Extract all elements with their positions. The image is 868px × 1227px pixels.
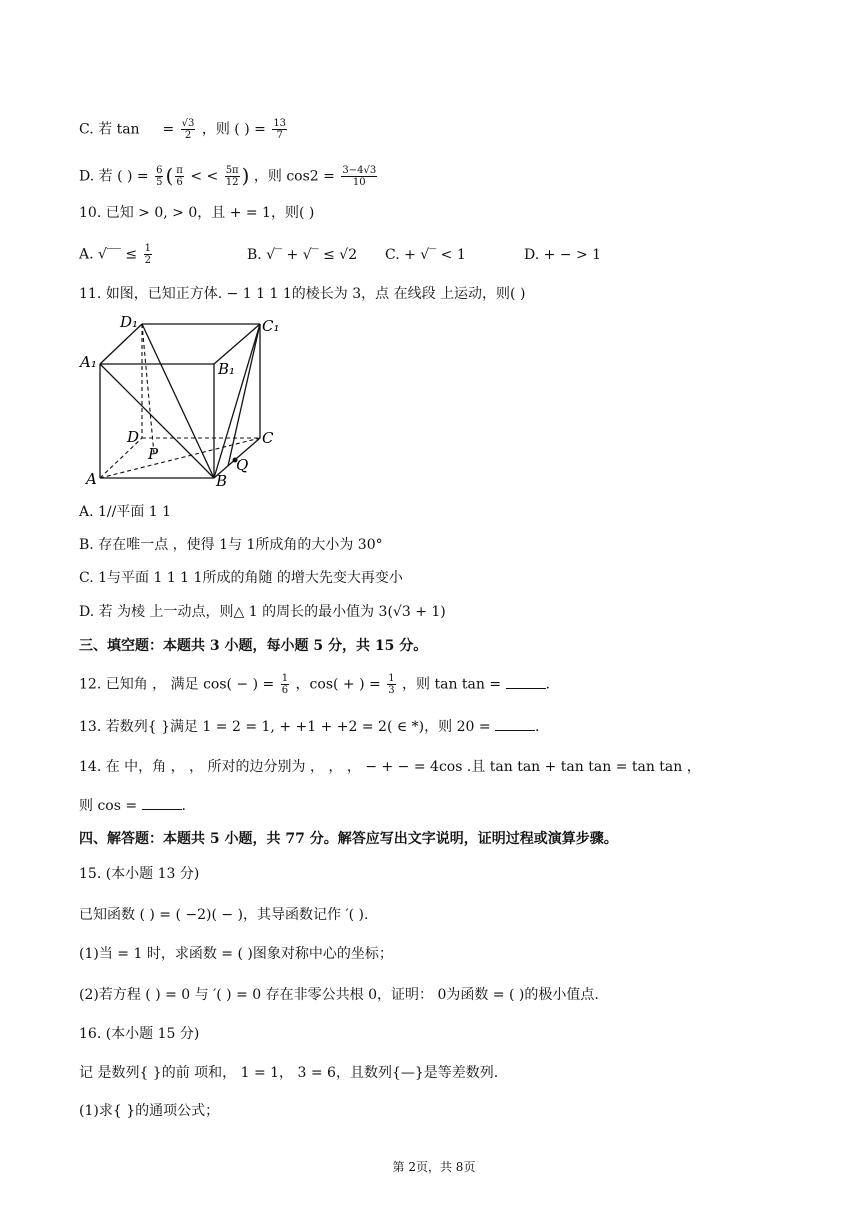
q15-part2: (2)若方程 ( ) = 0 与 ′( ) = 0 存在非零公共根 0，证明： 0为函数 = ( )的极小值点. (79, 987, 599, 1003)
q12: 12. 已知角 ， 满足 cos( − ) = $\frac{1}{6}$ ，cos( + ) = $\frac{1}{3}$ ，则 tan tan = . (79, 673, 550, 696)
q11-option-b: B. 存在唯一点 ，使得 1与 1所成角的大小为 30° (79, 537, 383, 553)
q10-option-d: D. + − > 1 (524, 247, 602, 263)
q15-part1: (1)当 = 1 时，求函数 = ( )图象对称中心的坐标； (79, 946, 393, 962)
cube-figure (78, 308, 298, 488)
q9-option-c (79, 118, 289, 141)
q9c-eq: = (162, 121, 175, 138)
label-a1: A₁ (80, 353, 97, 371)
section-3-heading: 三、填空题：本题共 3 小题，每小题 5 分，共 15 分。 (79, 638, 428, 654)
label-d1: D₁ (120, 313, 139, 331)
q9d-cond-a: $\frac{\pi}{6}$ (176, 165, 183, 188)
q10-option-a: A. √‾‾ ≤ $\frac{1}{2}$ (79, 243, 151, 266)
q9c-value: $\frac{13}{7}$ (273, 118, 287, 141)
q16-part1: (1)求{ }的通项公式； (79, 1103, 220, 1119)
q14-line1: 14. 在 中，角 ， ， 所对的边分别为 ， ， ， − + − = 4cos .且 tan tan + tan tan = tan tan ， (79, 759, 701, 775)
q14-answer-blank (142, 797, 182, 810)
q11-option-c: C. 1与平面 1 1 1 1所成的角随 的增大先变大再变小 (79, 570, 403, 586)
q16-stem: 记 是数列{ }的前 项和， 1 = 1， 3 = 6，且数列{—}是等差数列. (79, 1065, 499, 1081)
q9d-cond-b: $\frac{5\pi}{12}$ (225, 165, 239, 188)
label-c: C (262, 429, 274, 447)
q13: 13. 若数列{ }满足 1 = 2 = 1, + +1 + +2 = 2( ∈ *)，则 20 = . (79, 719, 540, 735)
q13-answer-blank (495, 718, 535, 731)
q9d-prefix: D. 若 ( ) = (79, 168, 149, 185)
q10-option-c: C. + √‾ < 1 (385, 247, 466, 263)
q9c-prefix: C. 若 tan (79, 121, 140, 138)
q9d-fraction: $\frac{6}{5}$ (156, 165, 163, 188)
label-d: D (127, 428, 140, 446)
q9-option-d: D. 若 ( ) = $\frac{6}{5}$ ( $\frac{\pi}{6}$ < < $\frac{5\pi}{12}$ ) ，则 cos2 = $\frac{3-4√3}{10}$ (79, 163, 377, 188)
q11-stem: 11. 如图，已知正方体. − 1 1 1 1的棱长为 3，点 在线段 上运动，则( ) (79, 286, 526, 302)
q10-option-b: B. √‾ + √‾ ≤ √2 (247, 247, 358, 263)
page-footer: 第 2页，共 8页 (392, 1160, 476, 1174)
label-c1: C₁ (262, 317, 280, 335)
q9d-lt: < < (190, 168, 219, 185)
q15-title: 15. (本小题 13 分) (79, 866, 200, 882)
q10-stem: 10. 已知 > 0, > 0，且 + = 1，则( ) (79, 205, 315, 221)
q11-option-d: D. 若 为棱 上一动点，则△ 1 的周长的最小值为 3(√3 + 1) (79, 604, 446, 620)
section-4-heading: 四、解答题：本题共 5 小题，共 77 分。解答应写出文字说明，证明过程或演算步骤。 (79, 831, 618, 847)
q9c-fraction: $\frac{√3}{2}$ (181, 118, 195, 141)
label-a: A (86, 470, 97, 488)
q9d-value: $\frac{3-4√3}{10}$ (342, 165, 377, 188)
label-q: Q (236, 456, 249, 474)
q15-stem: 已知函数 ( ) = ( −2)( − )，其导函数记作 ′( ). (79, 907, 369, 923)
label-b: B (216, 472, 228, 488)
label-b1: B₁ (218, 360, 236, 378)
q9c-mid: ，则 ( ) = (201, 121, 266, 138)
label-p: P (148, 445, 159, 463)
q12-answer-blank (506, 676, 546, 689)
q16-title: 16. (本小题 15 分) (79, 1026, 200, 1042)
q11-option-a: A. 1//平面 1 1 (79, 504, 172, 520)
q9d-mid: ，则 cos2 = (253, 168, 335, 185)
q14-line2: 则 cos = . (79, 798, 186, 814)
